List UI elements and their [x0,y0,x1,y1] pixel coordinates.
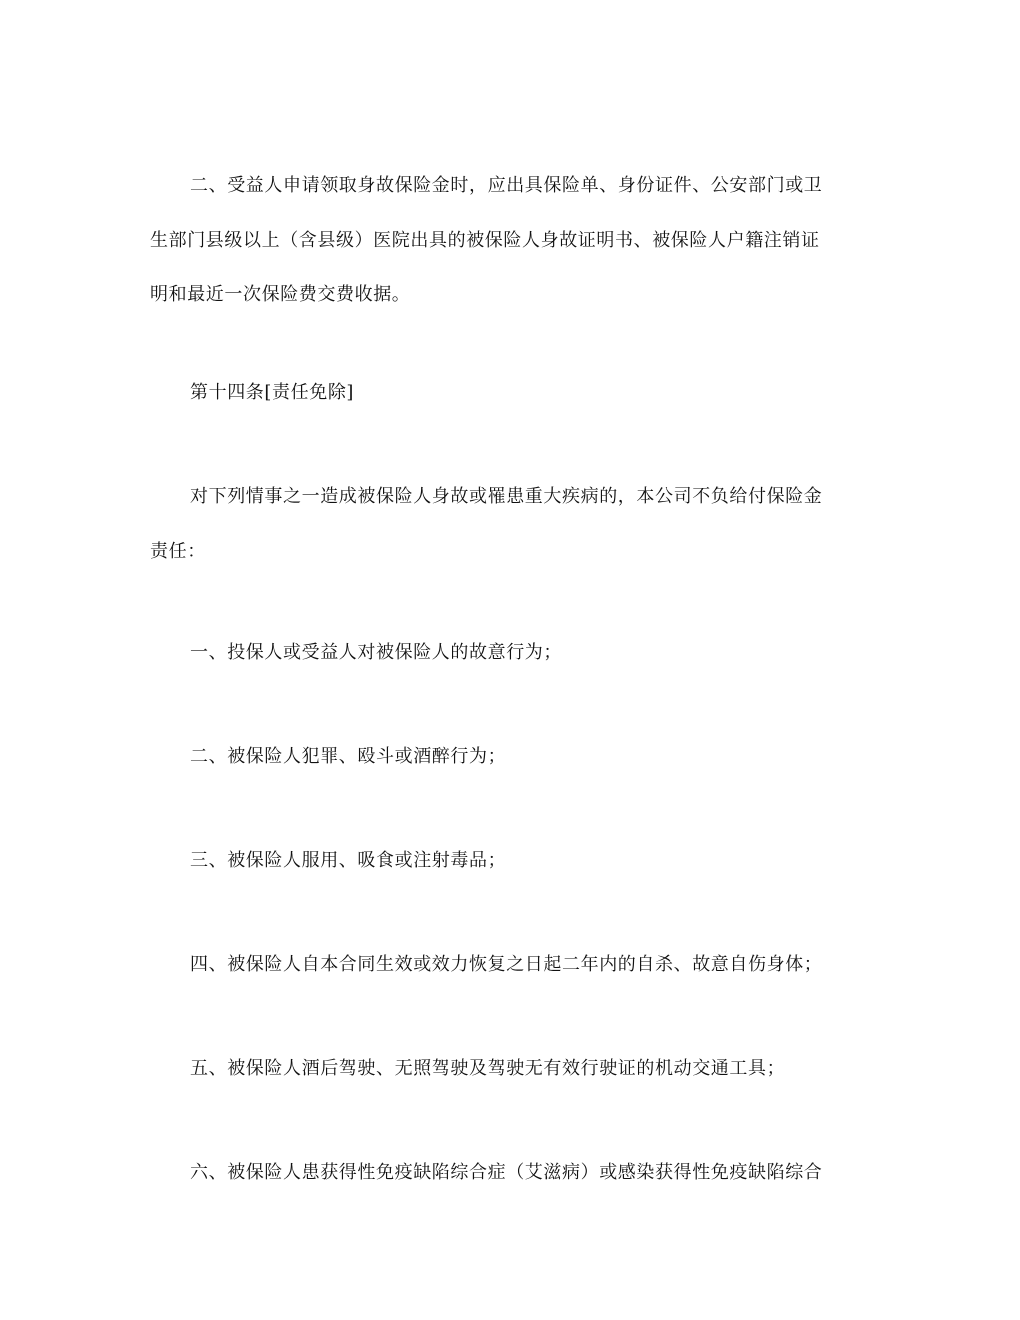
exclusion-item-3: 三、被保险人服用、吸食或注射毒品； [190,850,507,871]
exclusion-item-5: 五、被保险人酒后驾驶、无照驾驶及驾驶无有效行驶证的机动交通工具； [190,1058,786,1079]
exclusion-item-1: 一、投保人或受益人对被保险人的故意行为； [190,642,562,663]
exclusion-intro-line-2: 责任： [150,541,206,562]
article-heading: 第十四条[责任免除] [190,382,355,403]
exclusion-item-2: 二、被保险人犯罪、殴斗或酒醉行为； [190,746,507,767]
claim-paragraph-line-1: 二、受益人申请领取身故保险金时，应出具保险单、身份证件、公安部门或卫 [190,175,823,196]
exclusion-item-4: 四、被保险人自本合同生效或效力恢复之日起二年内的自杀、故意自伤身体； [190,954,823,975]
claim-paragraph-line-3: 明和最近一次保险费交费收据。 [150,284,411,305]
exclusion-item-6: 六、被保险人患获得性免疫缺陷综合症（艾滋病）或感染获得性免疫缺陷综合 [190,1162,823,1183]
claim-paragraph-line-2: 生部门县级以上（含县级）医院出具的被保险人身故证明书、被保险人户籍注销证 [150,230,820,251]
exclusion-intro-line-1: 对下列情事之一造成被保险人身故或罹患重大疾病的，本公司不负给付保险金 [190,486,823,507]
